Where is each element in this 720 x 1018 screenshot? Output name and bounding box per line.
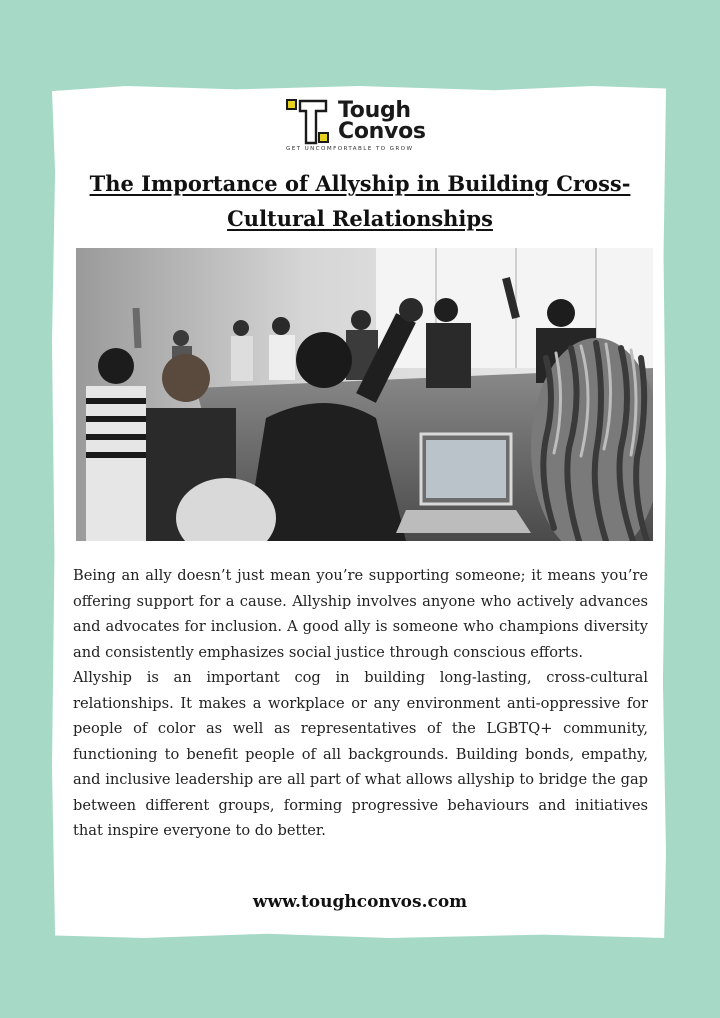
article-body (73, 563, 648, 844)
paragraph-2: Allyship is an important cog in building long-lasting, cross-cultural relationships. It makes a workplace or any environment anti-oppressive for people of color as well as representatives of the LGBTQ+ community, functioning to benefit people of all backgrounds. Building bonds, empathy, and inclusive leadership are all part of what allows allyship to bridge the gap between different groups, forming progressive behaviours and initiatives that inspire everyone to do better. (73, 669, 648, 839)
page-title: The Importance of Allyship in Building Cross-Cultural Relationships (89, 171, 631, 231)
logo-tagline: GET UNCOMFORTABLE TO GROW (286, 146, 414, 152)
meeting-photo (76, 248, 653, 541)
logo-mark-icon (286, 99, 334, 147)
paragraph-1: Being an ally doesn’t just mean you’re supporting someone; it means you’re offering support for a cause. Allyship involves anyone who actively advances and advocates for inclusion. A good ally is someone who champions diversity and consistently emphasizes social justice through conscious efforts. (73, 567, 648, 661)
brand-logo[interactable] (286, 99, 442, 155)
logo-word-tough: Tough (338, 98, 411, 123)
website-link[interactable]: www.toughconvos.com (252, 892, 468, 912)
logo-word-convos: Convos (338, 119, 426, 144)
